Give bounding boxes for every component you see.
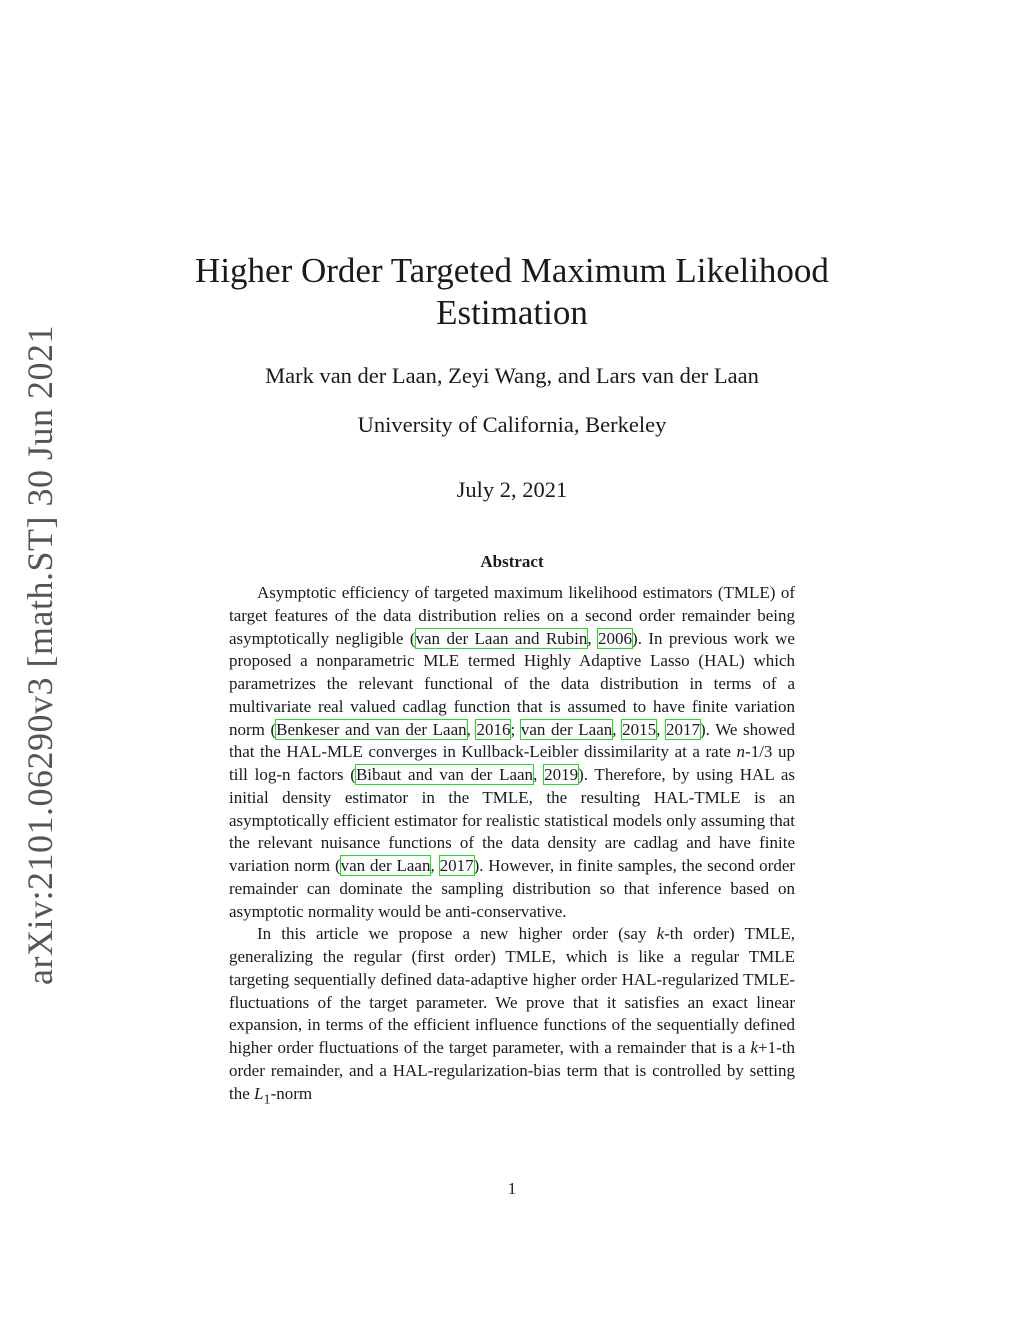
abstract-paragraph-2 <box>229 923 795 1110</box>
text-run: , <box>466 719 477 739</box>
citation-link[interactable]: van der Laan <box>520 719 613 739</box>
title-line-2: Estimation <box>436 293 588 332</box>
citation-link[interactable]: 2015 <box>622 719 657 739</box>
citation-link[interactable]: van der Laan and Rubin <box>415 628 588 648</box>
text-run: , <box>656 719 666 739</box>
math-variable: k <box>656 924 665 944</box>
abstract-heading: Abstract <box>480 552 544 571</box>
text-run: Asymptotic efficiency of targeted maximum likelihood estimators (TMLE) of target features of the data distribution relies on a second order remainder being asymptotically negligible ( <box>229 583 795 648</box>
citation-link[interactable]: Benkeser and van der Laan <box>276 719 467 739</box>
text-run: ). We showed that the HAL-MLE converges in Kullback-Leibler dissimilarity at a rate <box>229 719 795 762</box>
text-run: ). However, in finite samples, the second order remainder can dominate the sampling distribution so that inference based on asymptotic normality would be anti-conservative. <box>229 856 796 921</box>
citation-link[interactable]: 2006 <box>598 628 633 648</box>
text-run: -norm <box>270 1083 313 1103</box>
text-run: , <box>430 856 440 875</box>
citation-link[interactable]: Bibaut and van der Laan <box>355 765 534 784</box>
text-run: , <box>587 628 599 648</box>
publication-date: July 2, 2021 <box>456 477 568 502</box>
text-run: In this article we propose a new higher order (say <box>257 924 657 944</box>
text-run: ). Therefore, by using HAL as initial density estimator in the TMLE, the resulting HAL-TMLE is an asymptotically efficient estimator for realistic statistical models only assuming that the relevant nuisance functions of the data density are cadlag and have finite variation norm ( <box>229 765 795 875</box>
citation-link[interactable]: 2017 <box>666 719 700 739</box>
text-run: ). In previous work we proposed a nonparametric MLE termed Highly Adaptive Lasso (HAL) which parametrizes the relevant functional of the data distribution in terms of a multivariate real valued cadlag function that is assumed to have finite variation norm ( <box>229 628 795 739</box>
text-run: , <box>612 719 623 739</box>
title-line-1: Higher Order Targeted Maximum Likelihood <box>195 251 829 290</box>
citation-link[interactable]: 2017 <box>439 856 474 875</box>
affiliation: University of California, Berkeley <box>357 412 667 437</box>
math-variable: k <box>750 1038 759 1057</box>
citation-link[interactable]: 2019 <box>544 765 579 784</box>
text-run: -th order) TMLE, generalizing the regular (first order) TMLE, which is like a regular TMLE targeting sequentially defined data-adaptive higher order HAL-regularized TMLE-fluctuations of the target parameter. We prove that it satisfies an exact linear expansion, in terms of the efficient influence functions of the sequentially defined higher order fluctuations of the target parameter, with a remainder that is a <box>229 924 795 1057</box>
text-run: ; <box>510 719 521 739</box>
citation-link[interactable]: van der Laan <box>340 856 431 875</box>
text-run: , <box>533 765 545 784</box>
abstract-body <box>229 582 795 1111</box>
page-number: 1 <box>507 1179 517 1198</box>
math-variable: n <box>736 742 746 762</box>
citation-link[interactable]: 2016 <box>476 719 511 739</box>
math-subscript: 1 <box>263 1090 271 1107</box>
paper-title <box>0 250 1024 334</box>
text-run: -1/3 up till log-n factors ( <box>229 742 795 784</box>
text-run: +1-th order remainder, and a HAL-regularization-bias term that is controlled by setting the <box>229 1038 795 1103</box>
math-variable: L <box>254 1083 264 1103</box>
author-list: Mark van der Laan, Zeyi Wang, and Lars van der Laan <box>265 363 759 388</box>
arxiv-identifier-stamp: arXiv:2101.06290v3 [math.ST] 30 Jun 2021 <box>20 325 60 985</box>
abstract-paragraph-1 <box>229 582 795 923</box>
